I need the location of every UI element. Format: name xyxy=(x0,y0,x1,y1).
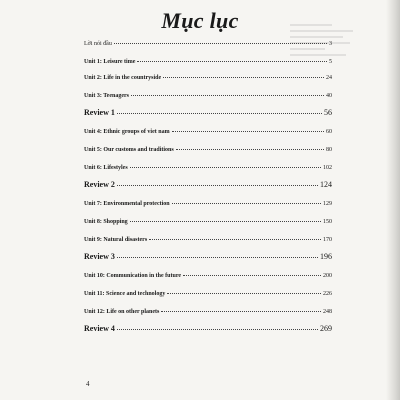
toc-entry-label: Unit 12: Life on other planets xyxy=(84,309,160,315)
toc-entry[interactable] xyxy=(84,290,332,298)
toc-entry-label: Unit 2: Life in the countryside xyxy=(84,75,162,81)
toc-entry-page: 24 xyxy=(326,75,332,81)
toc-entry-label: Unit 11: Science and technology xyxy=(84,291,166,297)
toc-entry[interactable] xyxy=(84,40,332,48)
dot-leader xyxy=(163,77,324,78)
toc-entry-label: Review 4 xyxy=(84,324,115,333)
dot-leader xyxy=(183,275,321,276)
toc-entry-label: Review 3 xyxy=(84,252,115,261)
toc-entry-label: Unit 7: Environmental protection xyxy=(84,201,170,207)
dot-leader xyxy=(172,203,321,204)
toc-entry-review[interactable] xyxy=(84,180,332,190)
toc-entry-label: Unit 3: Teenagers xyxy=(84,93,129,99)
toc-entry-label: Review 2 xyxy=(84,180,115,189)
toc-entry[interactable] xyxy=(84,74,332,82)
toc-entry-page: 248 xyxy=(323,309,332,315)
toc-entry-label: Review 1 xyxy=(84,108,115,117)
toc-entry[interactable] xyxy=(84,128,332,136)
toc-entry[interactable] xyxy=(84,272,332,280)
toc-entry-page: 102 xyxy=(323,165,332,171)
toc-entry-page: 200 xyxy=(323,273,332,279)
dot-leader xyxy=(176,149,324,150)
page-number: 4 xyxy=(86,380,90,388)
dot-leader xyxy=(130,221,321,222)
toc-entry[interactable] xyxy=(84,308,332,316)
toc-entry[interactable] xyxy=(84,164,332,172)
toc-entry-page: 269 xyxy=(320,324,332,333)
toc-entry-page: 196 xyxy=(320,252,332,261)
page-binding-shadow xyxy=(386,0,400,400)
toc-entry[interactable] xyxy=(84,218,332,226)
toc-entry-page: 170 xyxy=(323,237,332,243)
dot-leader xyxy=(117,329,318,330)
toc-entry-page: 124 xyxy=(320,180,332,189)
toc-entry-label: Unit 6: Lifestyles xyxy=(84,165,128,171)
toc-entry-page: 150 xyxy=(323,219,332,225)
toc-entry-page: 60 xyxy=(326,129,332,135)
toc-entry-review[interactable] xyxy=(84,108,332,118)
toc-entry-page: 129 xyxy=(323,201,332,207)
toc-entry-label: Lời nói đầu xyxy=(84,41,112,47)
dot-leader xyxy=(114,43,327,44)
dot-leader xyxy=(161,311,321,312)
toc-entry-review[interactable] xyxy=(84,324,332,334)
toc-entry[interactable] xyxy=(84,200,332,208)
dot-leader xyxy=(149,239,321,240)
toc-title: Mục lục xyxy=(161,8,239,33)
toc-entry[interactable] xyxy=(84,236,332,244)
toc-entry-page: 3 xyxy=(329,41,332,47)
toc-entry-label: Unit 8: Shopping xyxy=(84,219,128,225)
dot-leader xyxy=(137,61,327,62)
toc-entry-label: Unit 10: Communication in the future xyxy=(84,273,182,279)
dot-leader xyxy=(131,95,324,96)
toc-entry-page: 80 xyxy=(326,147,332,153)
toc-entry-label: Unit 5: Our customs and traditions xyxy=(84,147,174,153)
toc-entry-page: 56 xyxy=(324,108,332,117)
dot-leader xyxy=(117,185,318,186)
toc-entry-page: 5 xyxy=(329,59,332,65)
toc-entry[interactable] xyxy=(84,58,332,66)
dot-leader xyxy=(130,167,321,168)
toc-entry-label: Unit 1: Leisure time xyxy=(84,59,136,65)
dot-leader xyxy=(117,113,322,114)
toc-entry-review[interactable] xyxy=(84,252,332,262)
dot-leader xyxy=(117,257,318,258)
toc-entry-page: 40 xyxy=(326,93,332,99)
toc-entry[interactable] xyxy=(84,92,332,100)
toc-entry-label: Unit 9: Natural disasters xyxy=(84,237,148,243)
toc-entry[interactable] xyxy=(84,146,332,154)
toc-entry-label: Unit 4: Ethnic groups of viet nam xyxy=(84,129,170,135)
toc-entry-page: 226 xyxy=(323,291,332,297)
dot-leader xyxy=(172,131,324,132)
dot-leader xyxy=(167,293,321,294)
